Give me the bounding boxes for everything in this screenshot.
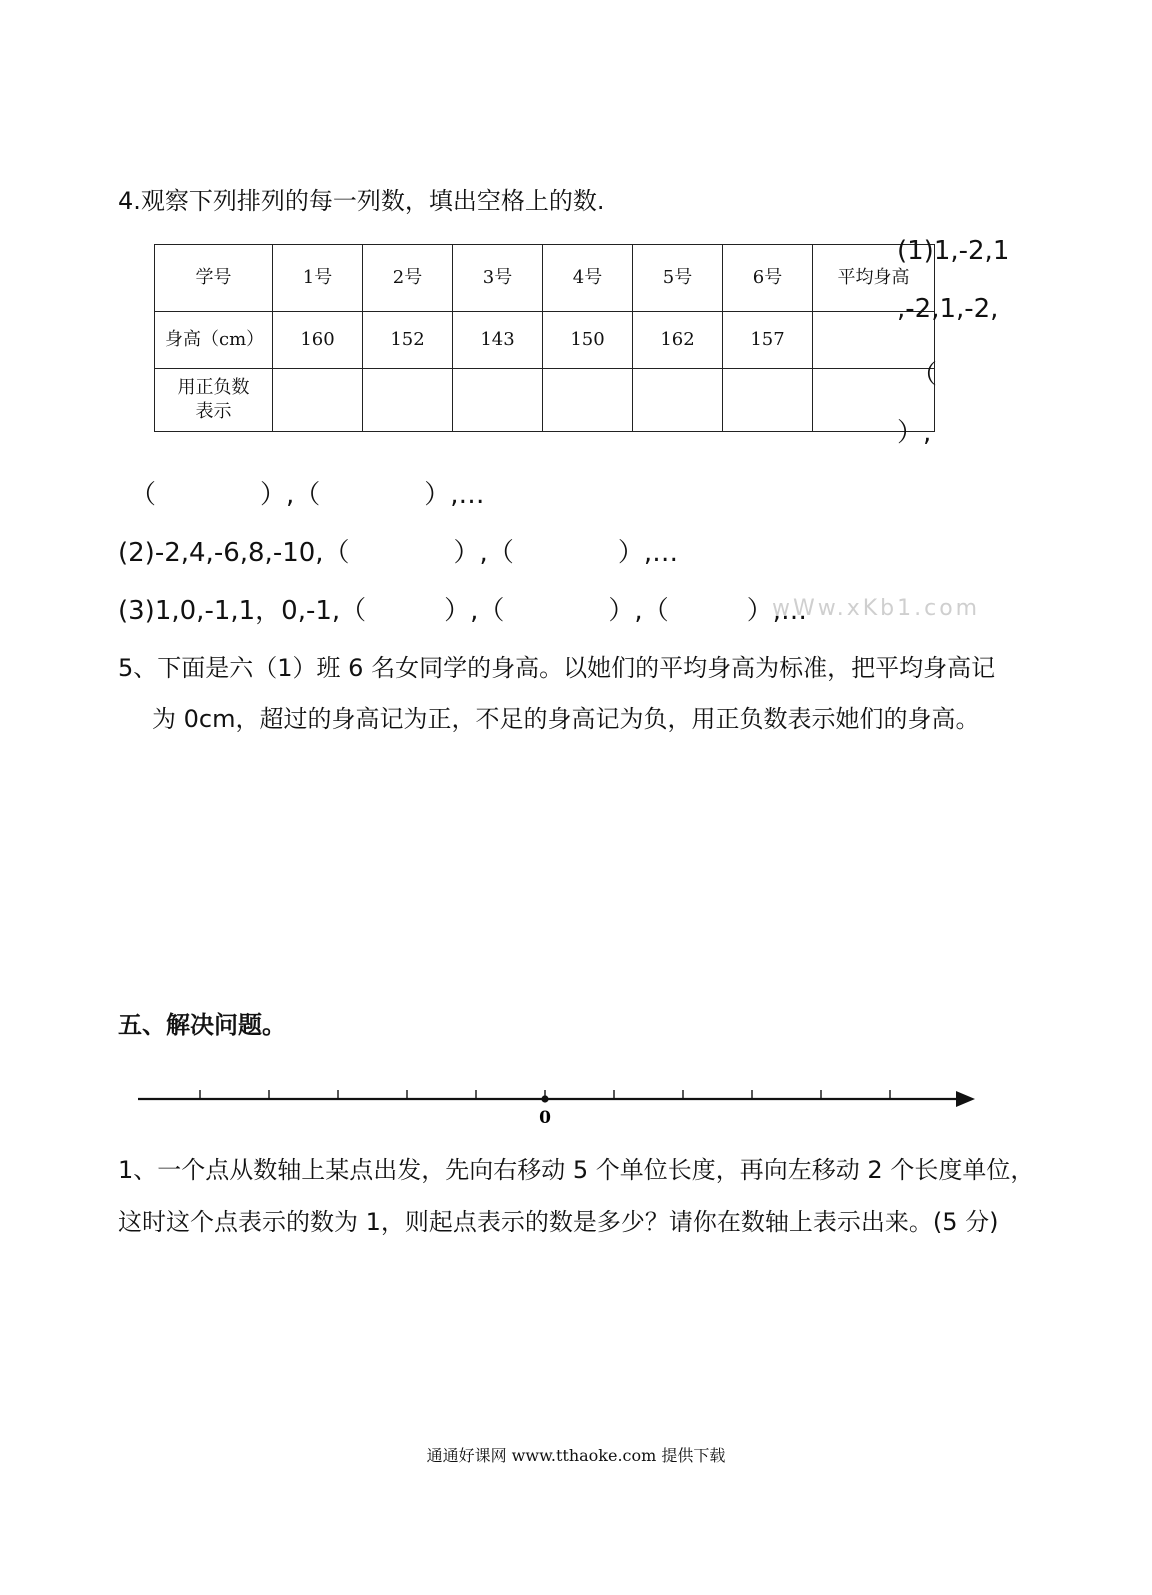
answer-cell[interactable] xyxy=(543,369,633,432)
sequence-1-line-4: ）, xyxy=(897,418,932,448)
sequence-2: (2)-2,4,-6,8,-10,（ ）,（ ）,… xyxy=(118,538,679,568)
origin-label: 0 xyxy=(539,1108,551,1128)
origin-point xyxy=(541,1095,548,1102)
sequence-1-line-2: ,-2,1,-2, xyxy=(897,294,999,324)
sequence-3: (3)1,0,-1,1，0,-1,（ ）,（ ）,（ ）,… xyxy=(118,596,807,626)
answer-cell[interactable] xyxy=(633,369,723,432)
question-5-line-1: 5、下面是六（1）班 6 名女同学的身高。以她们的平均身高为标准，把平均身高记 xyxy=(118,654,996,682)
height-table xyxy=(154,244,938,432)
header-cell: 6号 xyxy=(723,245,813,312)
answer-cell[interactable] xyxy=(723,369,813,432)
problem-1-line-1: 1、一个点从数轴上某点出发，先向右移动 5 个单位长度，再向左移动 2 个长度单位， xyxy=(118,1156,1035,1184)
axis-arrow xyxy=(956,1091,975,1107)
row-label: 用正负数表示 xyxy=(155,369,273,432)
header-cell: 3号 xyxy=(453,245,543,312)
table-row xyxy=(155,312,935,369)
header-cell: 学号 xyxy=(155,245,273,312)
height-cell: 162 xyxy=(633,312,723,369)
height-cell: 160 xyxy=(273,312,363,369)
header-cell: 2号 xyxy=(363,245,453,312)
sequence-1-continued: （ ）,（ ）,… xyxy=(130,480,485,510)
answer-cell[interactable] xyxy=(273,369,363,432)
question-5-line-2: 为 0cm，超过的身高记为正，不足的身高记为负，用正负数表示她们的身高。 xyxy=(152,705,980,733)
height-cell: 150 xyxy=(543,312,633,369)
answer-cell[interactable] xyxy=(363,369,453,432)
header-cell: 1号 xyxy=(273,245,363,312)
number-line xyxy=(130,1070,990,1130)
sequence-1-line-1: (1)1,-2,1 xyxy=(897,236,1010,266)
row-label: 身高（cm） xyxy=(155,312,273,369)
height-cell: 157 xyxy=(723,312,813,369)
table-header-row xyxy=(155,245,935,312)
header-cell: 5号 xyxy=(633,245,723,312)
question-4-title: 4.观察下列排列的每一列数，填出空格上的数. xyxy=(118,187,605,215)
problem-1-line-2: 这时这个点表示的数为 1，则起点表示的数是多少？请你在数轴上表示出来。(5 分) xyxy=(118,1208,999,1236)
height-cell: 152 xyxy=(363,312,453,369)
table-row xyxy=(155,369,935,432)
sequence-1-line-3: （ xyxy=(911,360,938,390)
header-cell: 平均身高 xyxy=(813,245,935,312)
header-cell: 4号 xyxy=(543,245,633,312)
footer: 通通好课网 www.tthaoke.com 提供下载 xyxy=(426,1446,726,1465)
watermark: wWw.xKb1.com xyxy=(772,596,981,621)
answer-cell[interactable] xyxy=(453,369,543,432)
section-5-heading: 五、解决问题。 xyxy=(118,1011,286,1039)
height-cell: 143 xyxy=(453,312,543,369)
